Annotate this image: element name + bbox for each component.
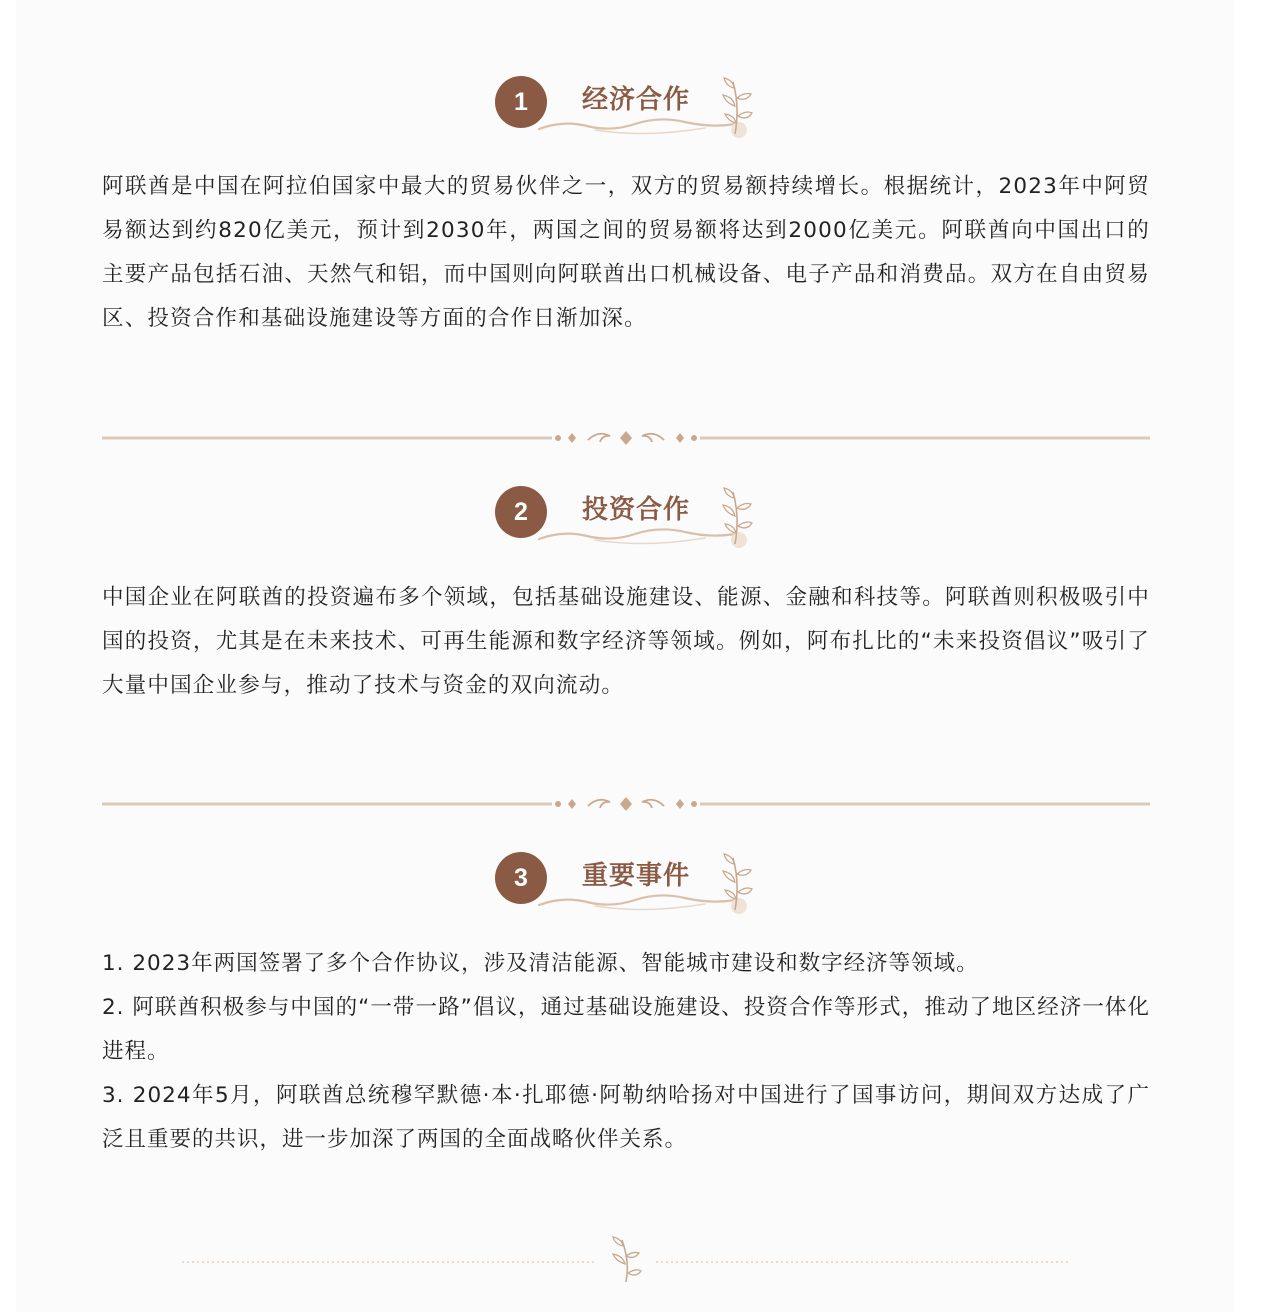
section-number-badge: 1 (495, 76, 547, 128)
section-header-economic (0, 64, 1280, 144)
section-title: 投资合作 (582, 495, 691, 525)
section-number-badge: 3 (495, 852, 547, 904)
list-item: 1. 2023年两国签署了多个合作协议，涉及清洁能源、智能城市建设和数字经济等领域。 (102, 951, 979, 976)
leaf-sprig-icon (613, 1237, 641, 1282)
events-list (102, 942, 1150, 1162)
section-header-events (0, 840, 1280, 920)
list-item: 3. 2024年5月，阿联酋总统穆罕默德·本·扎耶德·阿勒纳哈扬对中国进行了国事访问，期间双方达成了广泛且重要的共识，进一步加深了两国的全面战略伙伴关系。 (102, 1083, 1150, 1152)
section-title: 重要事件 (582, 861, 691, 891)
section-body-economic: 阿联酋是中国在阿拉伯国家中最大的贸易伙伴之一，双方的贸易额持续增长。根据统计，2023年中阿贸易额达到约820亿美元，预计到2030年，两国之间的贸易额将达到2000亿美元。阿联酋向中国出口的主要产品包括石油、天然气和铝，而中国则向阿联酋出口机械设备、电子产品和消费品。双方在自由贸易区、投资合作和基础设施建设等方面的合作日渐加深。 (102, 174, 1150, 331)
section-header-investment (0, 474, 1280, 554)
floral-divider-icon (102, 794, 1150, 814)
section-body-investment: 中国企业在阿联酋的投资遍布多个领域，包括基础设施建设、能源、金融和科技等。阿联酋则积极吸引中国的投资，尤其是在未来技术、可再生能源和数字经济等领域。例如，阿布扎比的“未来投资倡议”吸引了大量中国企业参与，推动了技术与资金的双向流动。 (102, 585, 1150, 698)
section-number-badge: 2 (495, 486, 547, 538)
section-title: 经济合作 (582, 85, 691, 115)
floral-divider-icon (102, 428, 1150, 448)
footer-ornament (182, 1236, 1068, 1286)
list-item: 2. 阿联酋积极参与中国的“一带一路”倡议，通过基础设施建设、投资合作等形式，推动了地区经济一体化进程。 (102, 995, 1150, 1064)
